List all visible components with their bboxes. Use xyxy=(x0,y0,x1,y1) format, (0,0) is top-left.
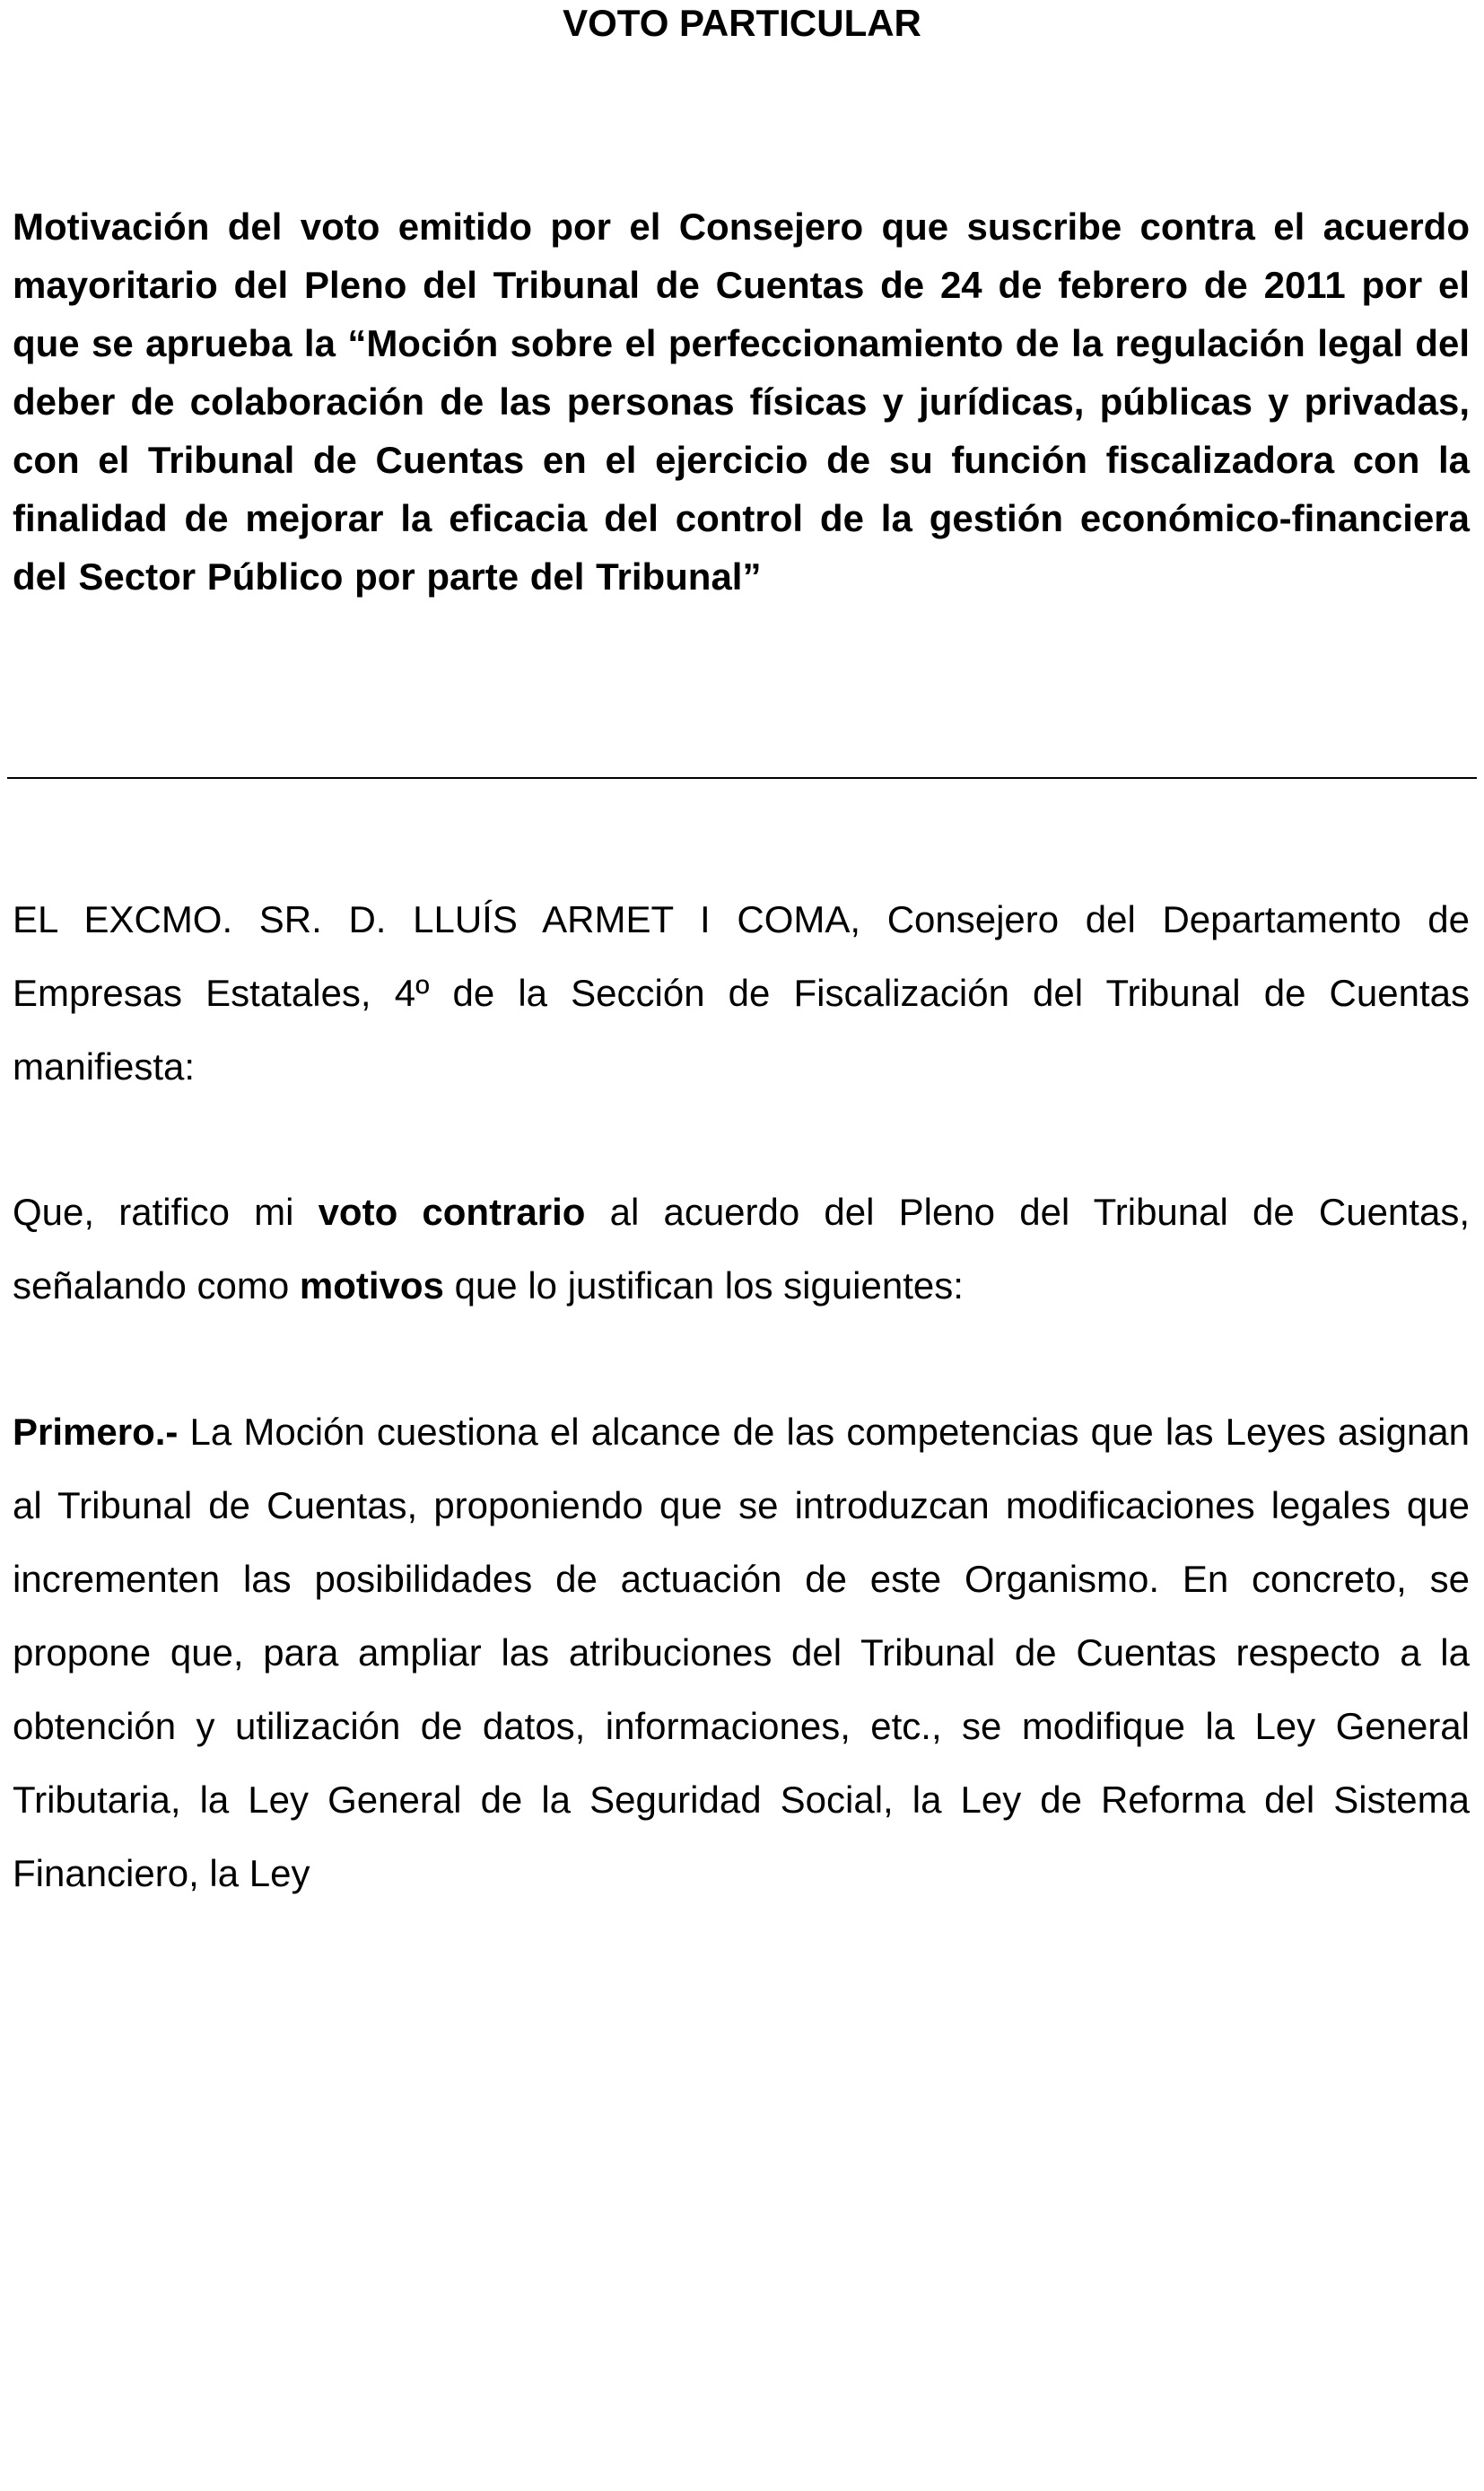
first-label: Primero.- xyxy=(13,1411,179,1453)
ratify-paragraph xyxy=(13,1176,1470,1323)
motivation-paragraph: Motivación del voto emitido por el Consejero que suscribe contra el acuerdo mayoritario del Pleno del Tribunal de Cuentas de 24 de febrero de 2011 por el que se aprueba la “Moción sobre el perfeccionamiento de la regulación legal del deber de colaboración de las personas físicas y jurídicas, públicas y privadas, con el Tribunal de Cuentas en el ejercicio de su función fiscalizadora con la finalidad de mejorar la eficacia del control de la gestión económico-financiera del Sector Público por parte del Tribunal” xyxy=(13,205,1470,598)
ratify-bold-voto-contrario: voto contrario xyxy=(318,1191,586,1233)
ratify-text-3: que lo justifican los siguientes: xyxy=(443,1264,964,1307)
first-paragraph xyxy=(13,1395,1470,1910)
intro-paragraph: EL EXCMO. SR. D. LLUÍS ARMET I COMA, Consejero del Departamento de Empresas Estatales, 4º de la Sección de Fiscalización del Tribunal de Cuentas manifiesta: xyxy=(13,898,1470,1088)
first-text: La Moción cuestiona el alcance de las competencias que las Leyes asignan al Tribunal de Cuentas, proponiendo que se introduzcan modificaciones legales que incrementen las posibilidades de actuación de este Organismo. En concreto, se propone que, para ampliar las atribuciones del Tribunal de Cuentas respecto a la obtención y utilización de datos, informaciones, etc., se modifique la Ley General Tributaria, la Ley General de la Seguridad Social, la Ley de Reforma del Sistema Financiero, la Ley xyxy=(13,1411,1470,1894)
horizontal-divider xyxy=(7,777,1477,779)
ratify-bold-motivos: motivos xyxy=(299,1264,444,1307)
ratify-text-2: al acuerdo del Pleno del Tribunal de Cuentas, señalando como xyxy=(13,1191,1470,1307)
ratify-text-1: Que, ratifico mi xyxy=(13,1191,319,1233)
document-title: VOTO PARTICULAR xyxy=(563,2,921,44)
